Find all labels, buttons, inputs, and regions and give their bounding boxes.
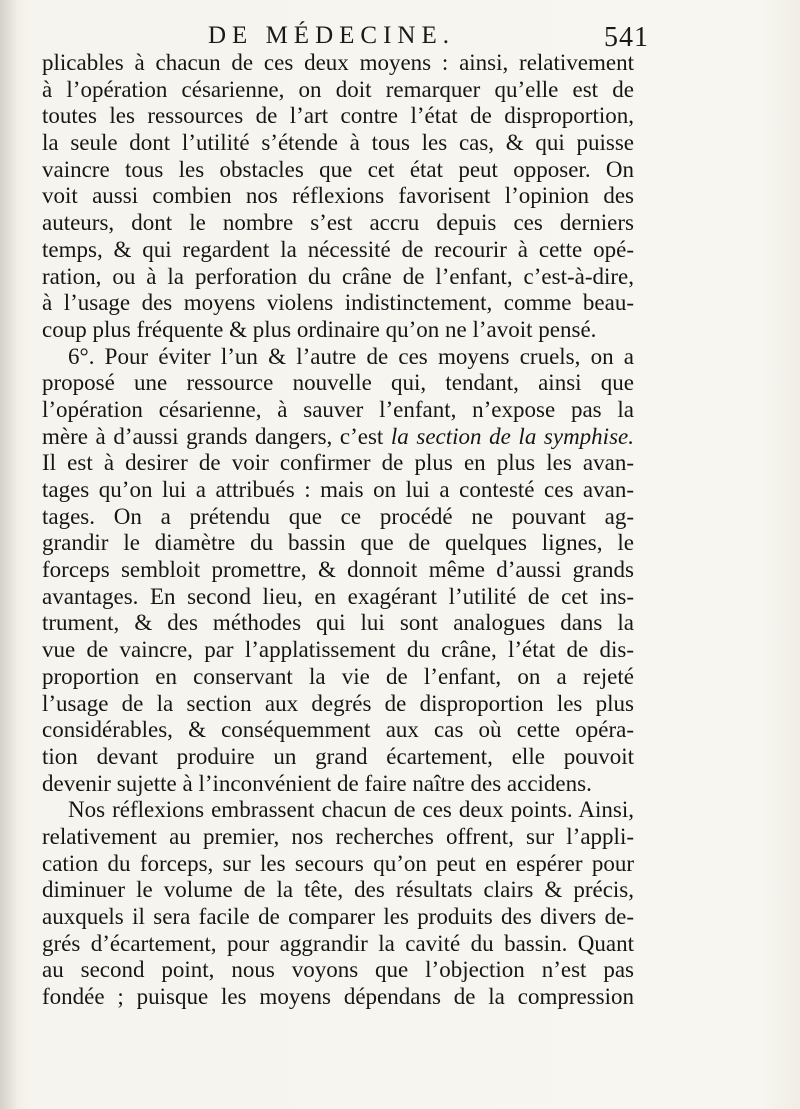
text-line: l’usage de la section aux degrés de disproportion les plus [42, 690, 634, 716]
italic-phrase: la section de la symphise. [390, 423, 634, 449]
text-line: à l’usage des moyens violens indistinctement, comme beau- [42, 290, 634, 316]
body-text [42, 50, 634, 1011]
text-line: ration, ou à la perforation du crâne de l’enfant, c’est-à-dire, [42, 263, 634, 289]
text-line: temps, & qui regardent la nécessité de recourir à cette opé- [42, 236, 634, 262]
text-line: tion devant produire un grand écartement, elle pouvoit [42, 743, 634, 769]
text-line: devenir sujette à l’inconvénient de faire naître des accidens. [42, 770, 592, 796]
text-line: relativement au premier, nos recherches offrent, sur l’appli- [42, 823, 634, 849]
text-line: proportion en conservant la vie de l’enfant, on a rejeté [42, 663, 634, 689]
text-line: avantages. En second lieu, en exagérant l’utilité de cet ins- [42, 583, 634, 609]
text-line: proposé une ressource nouvelle qui, tendant, ainsi que [42, 370, 634, 396]
text-line: coup plus fréquente & plus ordinaire qu’on ne l’avoit pensé. [42, 316, 597, 342]
text-line: à l’opération césarienne, on doit remarquer qu’elle est de [42, 76, 634, 102]
text-line: Il est à desirer de voir confirmer de plus en plus les avan- [42, 450, 634, 476]
text-line: cation du forceps, sur les secours qu’on peut en espérer pour [42, 850, 634, 876]
text-line: au second point, nous voyons que l’objection n’est pas [42, 957, 634, 983]
text-line: auteurs, dont le nombre s’est accru depuis ces derniers [42, 210, 634, 236]
text-line: Nos réflexions embrassent chacun de ces deux points. Ainsi, [68, 797, 634, 823]
text-line: toutes les ressources de l’art contre l’état de disproportion, [42, 103, 634, 129]
text-line: vue de vaincre, par l’applatissement du crâne, l’état de dis- [42, 637, 634, 663]
text-line: voit aussi combien nos réflexions favorisent l’opinion des [42, 183, 634, 209]
text-line: l’opération césarienne, à sauver l’enfant, n’expose pas la [42, 396, 634, 422]
gutter-shadow [0, 0, 18, 1109]
running-head: DE MÉDECINE. [208, 22, 455, 49]
text-line: auxquels il sera facile de comparer les produits des divers de- [42, 904, 634, 929]
text-line: la seule dont l’utilité s’étende à tous les cas, & qui puisse [42, 130, 634, 156]
text-line: grés d’écartement, pour aggrandir la cavité du bassin. Quant [42, 930, 634, 956]
text-line: diminuer le volume de la tête, des résultats clairs & précis, [42, 877, 634, 903]
text-line: vaincre tous les obstacles que cet état peut opposer. On [42, 156, 634, 182]
text-fragment: mère à d’aussi grands dangers, c’est [42, 423, 391, 449]
text-line: grandir le diamètre du bassin que de quelques lignes, le [42, 530, 634, 556]
text-line: trument, & des méthodes qui lui sont analogues dans la [42, 610, 634, 636]
page-number: 541 [604, 22, 649, 53]
text-line-with-italic [42, 424, 634, 451]
text-line: tages. On a prétendu que ce procédé ne pouvant ag- [42, 503, 634, 529]
text-line: tages qu’on lui a attribués : mais on lui a contesté ces avan- [42, 477, 634, 502]
text-line: forceps sembloit promettre, & donnoit même d’aussi grands [42, 557, 634, 583]
text-line: considérables, & conséquemment aux cas où cette opéra- [42, 717, 634, 743]
text-line: fondée ; puisque les moyens dépendans de la compression [42, 984, 634, 1010]
text-line: plicables à chacun de ces deux moyens : ainsi, relativement [42, 50, 634, 75]
text-line: 6°. Pour éviter l’un & l’autre de ces moyens cruels, on a [68, 343, 634, 369]
